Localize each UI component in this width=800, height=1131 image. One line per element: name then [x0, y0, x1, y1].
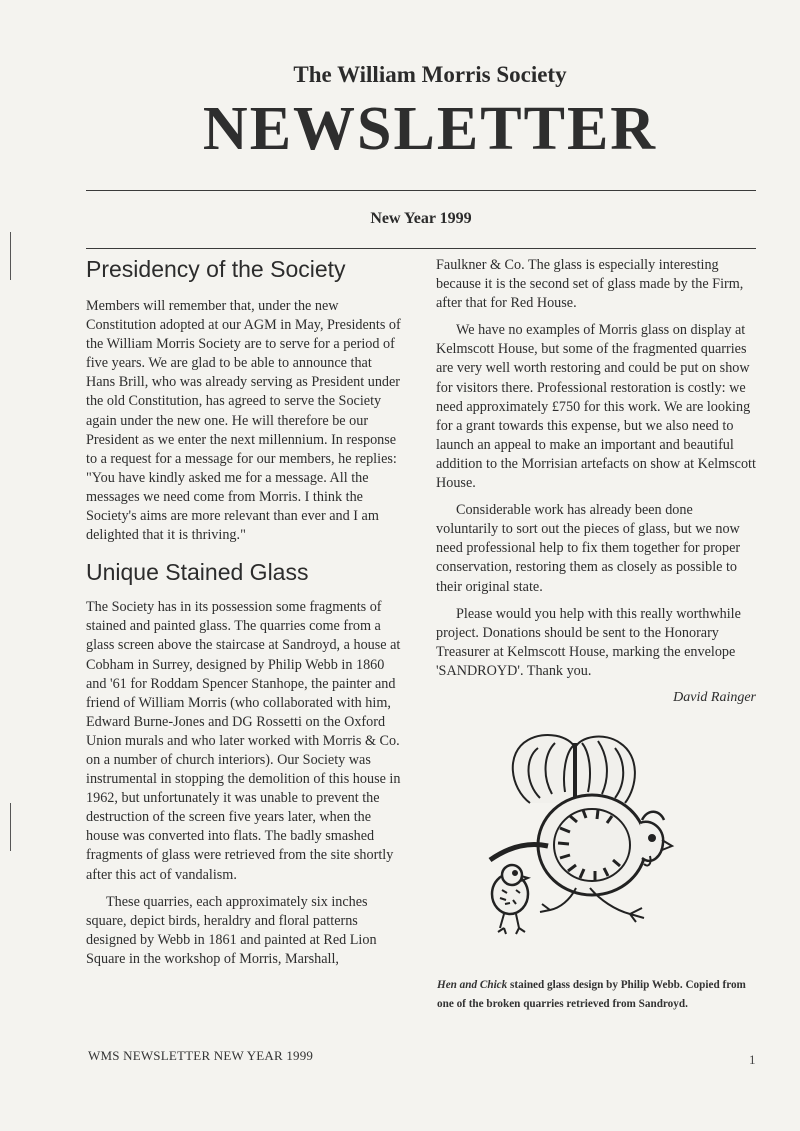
article-paragraph: Please would you help with this really worthwhile project. Donations should be sent to the Honorary Treasurer at Kelmscott House, marking the envelope 'SANDROYD'. Thank you. [436, 605, 741, 679]
article-paragraph: These quarries, each approximately six inches square, depict birds, heraldry and floral patterns designed by Webb in 1861 and painted at Red Lion Square in the workshop of Morris, Marshall, [86, 893, 377, 967]
left-column [86, 256, 404, 969]
page-number: 1 [749, 1052, 756, 1067]
article-paragraph: The Society has in its possession some fragments of stained and painted glass. The quarries come from a glass screen above the staircase at Sandroyd, a house at Cobham in Surrey, designed by Philip Webb in 1860 and '61 for Roddam Spencer Stanhope, the painter and friend of William Morris (who collaborated with him, Edward Burne-Jones and DG Rossetti on the Oxford Union murals and who later worked with Morris & Co. on a number of church interiors). Our Society was instrumental in stopping the demolition of this house in 1962, but unfortunately it was unable to prevent the destruction of the screen five years later, when the house was converted into flats. The badly smashed fragments of glass were retrieved from the site shortly after this act of vandalism. [86, 599, 401, 883]
hen-and-chick-illustration [480, 728, 690, 943]
page-footer: WMS NEWSLETTER NEW YEAR 1999 [88, 1048, 314, 1063]
issue-date: New Year 1999 [370, 210, 472, 227]
article-body-presidency: Members will remember that, under the new Constitution adopted at our AGM in May, Presidents of the William Morris Society are to serve for a period of five years. We are glad to be able to announce that Hans Brill, who was already serving as President under the old Constitution, has agreed to serve the Society again under the new one. He will therefore be our President as we enter the next millennium. In response to a request for a message for our members, he replies: "You have kindly asked me for a message. All the messages we need come from Morris. I think the Society's aims are more relevant than ever and I am delighted that it is thriving." [86, 298, 401, 544]
figure-caption [437, 976, 762, 1014]
masthead-rule [86, 190, 756, 191]
article-paragraph-continued: Faulkner & Co. The glass is especially interesting because it is the second set of glass made by the Firm, after that for Red House. [436, 257, 744, 312]
caption-title: Hen and Chick [437, 979, 508, 991]
author-signature: David Rainger [673, 690, 756, 705]
margin-mark [10, 232, 11, 280]
article-paragraph: We have no examples of Morris glass on display at Kelmscott House, but some of the fragmented quarries are very well worth restoring and could be put on show for visitors there. Professional restoration is costly: we need approximately £750 for this work. We are looking for a grant towards this expense, but we also need to launch an appeal to make an important and beautiful addition to the Morrisian artefacts on show at Kelmscott House. [436, 322, 756, 492]
article-paragraph: Considerable work has already been done voluntarily to sort out the pieces of glass, but we now need professional help to fix them together for proper conservation, restoring them as closely as possible to their original state. [436, 502, 741, 595]
article-heading-presidency: Presidency of the Society [86, 256, 346, 282]
margin-mark [10, 803, 11, 851]
caption-text: stained glass design by Philip Webb. Copied from one of the broken quarries retrieved from Sandroyd. [437, 979, 746, 1010]
society-name: The William Morris Society [293, 62, 567, 87]
issue-rule [86, 248, 756, 249]
right-column [436, 256, 756, 681]
newsletter-masthead: NEWSLETTER [202, 95, 658, 163]
article-heading-stained-glass: Unique Stained Glass [86, 559, 309, 586]
